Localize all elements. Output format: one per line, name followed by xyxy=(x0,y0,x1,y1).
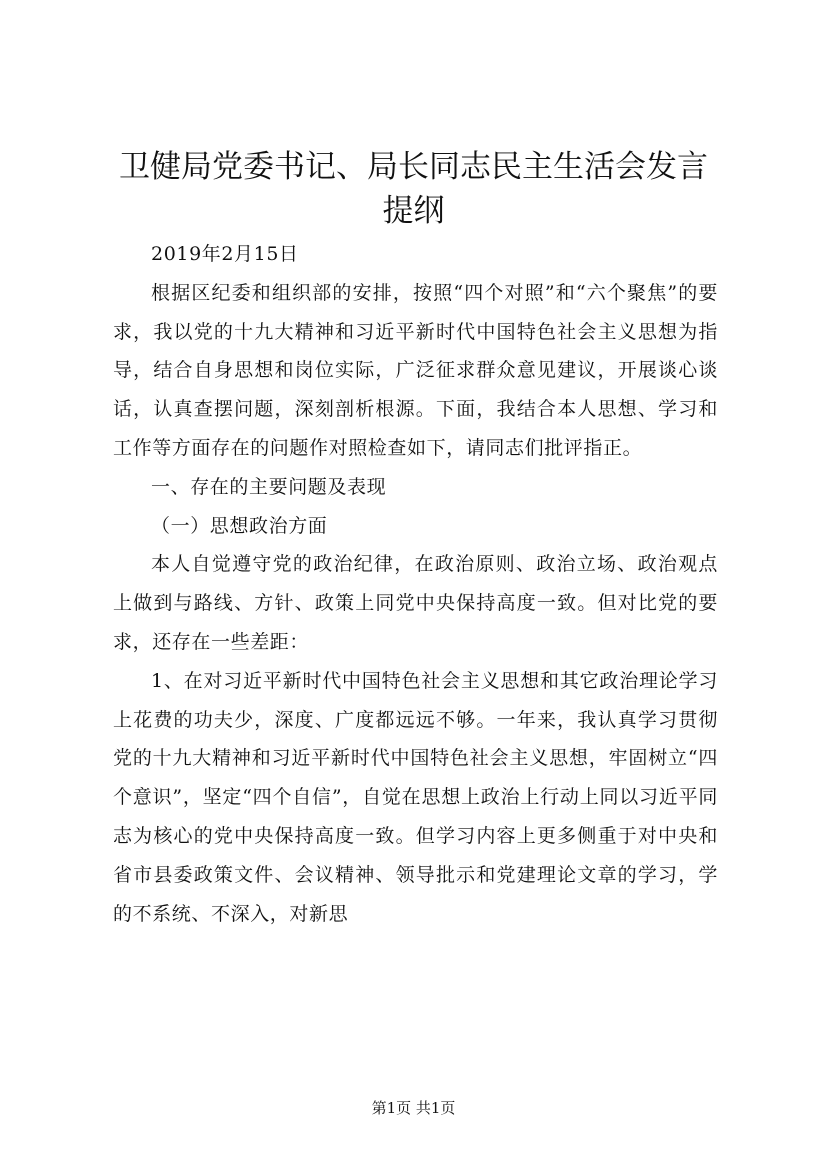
subsection-heading-ideology-politics: （一）思想政治方面 xyxy=(151,514,328,537)
document-date: 2019年2月15日 xyxy=(151,243,299,265)
document-body xyxy=(113,235,718,933)
document-title: 卫健局党委书记、局长同志民主生活会发言提纲 xyxy=(119,149,708,229)
paragraph-political-discipline: 本人自觉遵守党的政治纪律，在政治原则、政治立场、政治观点上做到与路线、方针、政策上同党中央保持高度一致。但对比党的要求，还存在一些差距： xyxy=(113,553,718,653)
paragraph-item-1: 1、在对习近平新时代中国特色社会主义思想和其它政治理论学习上花费的功夫少，深度、广度都远远不够。一年来，我认真学习贯彻党的十九大精神和习近平新时代中国特色社会主义思想，牢固树立“四个意识”，坚定“四个自信”，自觉在思想上政治上行动上同以习近平同志为核心的党中央保持高度一致。但学习内容上更多侧重于对中央和省市县委政策文件、会议精神、领导批示和党建理论文章的学习，学的不系统、不深入，对新思 xyxy=(113,669,718,925)
page-footer: 第1页 共1页 xyxy=(371,1099,456,1117)
paragraph-intro: 根据区纪委和组织部的安排，按照“四个对照”和“六个聚焦”的要求，我以党的十九大精神和习近平新时代中国特色社会主义思想为指导，结合自身思想和岗位实际，广泛征求群众意见建议，开展谈心谈话，认真查摆问题，深刻剖析根源。下面，我结合本人思想、学习和工作等方面存在的问题作对照检查如下，请同志们批评指正。 xyxy=(113,281,718,459)
section-heading-main-problems: 一、存在的主要问题及表现 xyxy=(151,475,387,498)
